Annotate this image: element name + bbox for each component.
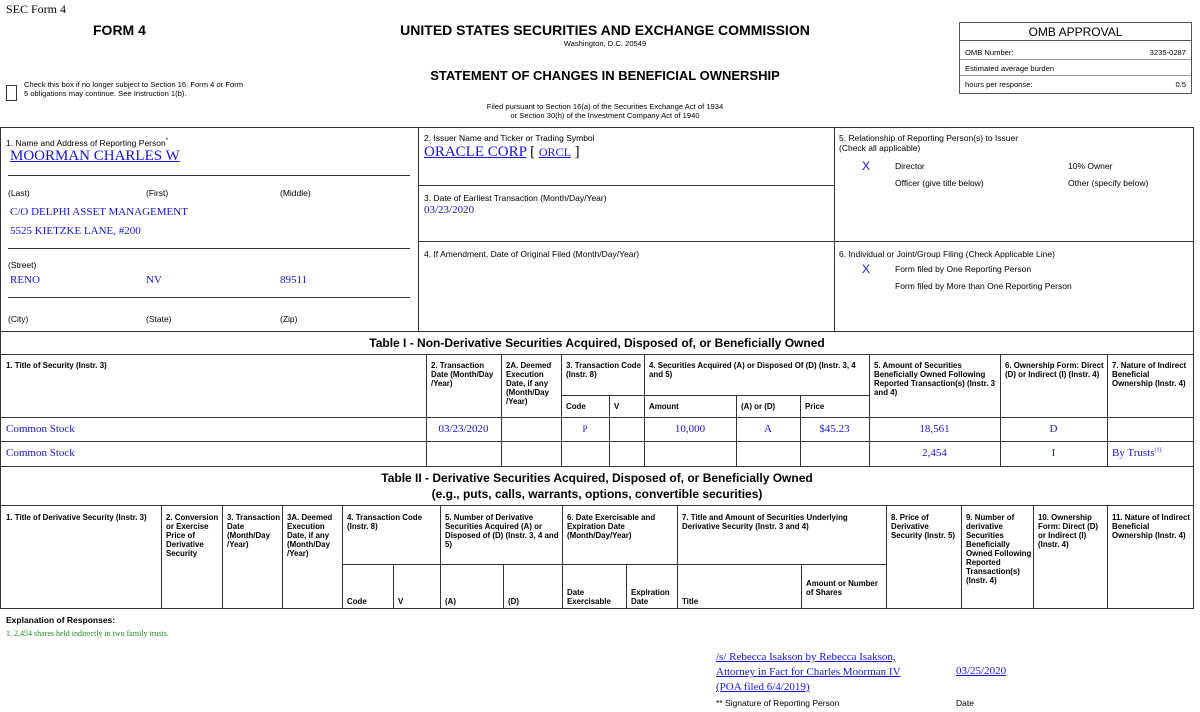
city-label: (City) [8, 314, 29, 324]
box6-label: 6. Individual or Joint/Group Filing (Check Applicable Line) [839, 249, 1055, 259]
t2-col10-header: 10. Ownership Form: Direct (D) or Indirect (I) (Instr. 4) [1038, 513, 1099, 549]
other-label: Other (specify below) [1068, 178, 1149, 188]
filed-pursuant-line1: Filed pursuant to Section 16(a) of the Securities Exchange Act of 1934 [486, 102, 724, 111]
t1-v-header: V [614, 402, 620, 411]
one-person-label: Form filed by One Reporting Person [895, 264, 1032, 274]
t1-aord-header: (A) or (D) [741, 402, 776, 411]
omb-number-label: OMB Number: [965, 48, 1014, 57]
table2-subtitle: (e.g., puts, calls, warrants, options, convertible securities) [431, 487, 763, 501]
table2-title: Table II - Derivative Securities Acquired, Disposed of, or Beneficially Owned [381, 471, 813, 485]
footnote-ref: (1) [1154, 447, 1162, 454]
t2-col6-header: 6. Date Exercisable and Expiration Date (Month/Day/Year) [567, 513, 656, 540]
t1-row2-form: I [1051, 447, 1056, 459]
t2-col3a-header: 3A. Deemed Execution Date, if any (Month/Day /Year) [287, 513, 333, 558]
box2-label: 2. Issuer Name and Ticker or Trading Symbol [424, 133, 595, 143]
t1-row1-owned: 18,561 [919, 423, 950, 435]
signature-block [716, 650, 901, 695]
t2-date-exercisable-header: Date Exercisable [567, 588, 611, 606]
address-line2: 5525 KIETZKE LANE, #200 [10, 225, 141, 237]
section16-checkbox-label: Check this box if no longer subject to Section 16. Form 4 or Form 5 obligations may continue. See Instruction 1(b). [24, 80, 244, 98]
t1-row1-form: D [1049, 423, 1058, 435]
sec-form-label: SEC Form 4 [6, 2, 67, 16]
state-label: (State) [146, 314, 172, 324]
omb-hours-value: 0.5 [1175, 80, 1186, 89]
date-label: Date [956, 698, 974, 708]
t1-code-header: Code [566, 402, 586, 411]
one-person-check-mark: X [862, 262, 871, 276]
omb-burden-label: Estimated average burden [965, 64, 1055, 73]
last-label: (Last) [8, 188, 30, 198]
signature-line3: (POA filed 6/4/2019) [716, 681, 810, 693]
city-value: RENO [10, 274, 40, 286]
box4-label: 4. If Amendment, Date of Original Filed (Month/Day/Year) [424, 249, 640, 259]
t1-row1-amount: 10,000 [674, 423, 706, 435]
t1-price-header: Price [805, 402, 825, 411]
address-line1: C/O DELPHI ASSET MANAGEMENT [10, 206, 188, 218]
state-value: NV [146, 274, 162, 286]
filed-pursuant-line2: or Section 30(h) of the Investment Company Act of 1940 [510, 111, 700, 120]
t1-col4-header: 4. Securities Acquired (A) or Disposed Of (D) (Instr. 3, 4 and 5) [649, 361, 856, 379]
t1-col6-header: 6. Ownership Form: Direct (D) or Indirect (I) (Instr. 4) [1005, 361, 1104, 379]
t2-col9-header: 9. Number of derivative Securities Beneficially Owned Following Reported Transaction(s) (Instr. 4) [966, 513, 1032, 585]
multiple-persons-label: Form filed by More than One Reporting Person [895, 281, 1072, 291]
omb-number-value: 3235-0287 [1149, 48, 1186, 57]
first-label: (First) [146, 188, 169, 198]
issuer-line: ORACLE CORP [ ORCL ] [424, 144, 580, 160]
t2-col2-header: 2. Conversion or Exercise Price of Derivative Security [166, 513, 219, 558]
t1-row1-code: P [582, 424, 588, 434]
t1-row2-nature: By Trusts$^{(1)}$ [1112, 447, 1162, 459]
t1-row2-owned: 2,454 [922, 447, 947, 459]
agency-city: Washington, D.C. 20549 [563, 39, 647, 48]
t1-row2-title: Common Stock [6, 447, 75, 459]
explanation-heading: Explanation of Responses: [6, 615, 116, 625]
omb-hours-label: hours per response: [965, 80, 1033, 89]
t1-row1-date: 03/23/2020 [438, 423, 489, 435]
t2-d-header: (D) [508, 597, 519, 606]
ticker-link[interactable]: ORCL [538, 145, 571, 159]
t2-col5-header: 5. Number of Derivative Securities Acquired (A) or Disposed of (D) (Instr. 3, 4 and 5) [445, 513, 559, 549]
t2-code-header: Code [347, 597, 367, 606]
t1-col1-header: 1. Title of Security (Instr. 3) [6, 361, 107, 370]
t2-expiration-date-header: Expiration Date [631, 588, 670, 606]
t2-title-header: Title [682, 597, 699, 606]
signature-date: 03/25/2020 [956, 665, 1007, 677]
t1-row1-ad: A [764, 423, 772, 435]
t2-a-header: (A) [445, 597, 456, 606]
omb-approval-box [959, 22, 1192, 94]
zip-label: (Zip) [280, 314, 298, 324]
box3-label: 3. Date of Earliest Transaction (Month/Day/Year) [424, 193, 607, 203]
zip-value: 89511 [280, 274, 308, 286]
t1-col7-header: 7. Nature of Indirect Beneficial Ownership (Instr. 4) [1112, 361, 1187, 388]
street-label: (Street) [8, 260, 37, 270]
t1-col3-header: 3. Transaction Code (Instr. 8) [566, 361, 641, 379]
ten-percent-owner-label: 10% Owner [1068, 161, 1113, 171]
t2-col7-header: 7. Title and Amount of Securities Underlying Derivative Security (Instr. 3 and 4) [682, 513, 848, 531]
t2-col8-header: 8. Price of Derivative Security (Instr. 5) [891, 513, 956, 540]
director-label: Director [895, 161, 925, 171]
table1-title: Table I - Non-Derivative Securities Acquired, Disposed of, or Beneficially Owned [369, 336, 825, 350]
t2-v-header: V [398, 597, 404, 606]
section16-checkbox[interactable] [6, 85, 17, 101]
t2-col4-header: 4. Transaction Code (Instr. 8) [347, 513, 422, 531]
middle-label: (Middle) [280, 188, 311, 198]
signature-line2: Attorney in Fact for Charles Moorman IV [716, 666, 901, 678]
form-title: FORM 4 [93, 22, 146, 38]
issuer-name-link[interactable]: ORACLE CORP [424, 144, 527, 160]
signature-label: ** Signature of Reporting Person [716, 698, 840, 708]
box1-label: 1. Name and Address of Reporting Person* [6, 137, 169, 148]
footnote-1: 1. 2,454 shares held indirectly in two family trusts. [6, 629, 169, 638]
director-check-mark: X [862, 159, 871, 173]
agency-name: UNITED STATES SECURITIES AND EXCHANGE COMMISSION [400, 22, 810, 38]
statement-title: STATEMENT OF CHANGES IN BENEFICIAL OWNERSHIP [430, 68, 780, 83]
t1-col5-header: 5. Amount of Securities Beneficially Owned Following Reported Transaction(s) (Instr. 3 and 4) [874, 361, 996, 397]
box5-sublabel: (Check all applicable) [839, 143, 921, 153]
officer-label: Officer (give title below) [895, 178, 984, 188]
signature-line1: /s/ Rebecca Isakson by Rebecca Isakson, [716, 651, 896, 663]
t1-row1-title: Common Stock [6, 423, 75, 435]
t2-col11-header: 11. Nature of Indirect Beneficial Ownership (Instr. 4) [1112, 513, 1191, 540]
t1-col2a-header: 2A. Deemed Execution Date, if any (Month/Day /Year) [506, 361, 552, 406]
t2-amount-shares-header: Amount or Number of Shares [806, 579, 878, 597]
t1-amount-header: Amount [649, 402, 679, 411]
omb-approval-title: OMB APPROVAL [960, 23, 1191, 41]
t2-col1-header: 1. Title of Derivative Security (Instr. 3) [6, 513, 147, 522]
t1-col2-header: 2. Transaction Date (Month/Day /Year) [431, 361, 494, 388]
t2-col3-header: 3. Transaction Date (Month/Day /Year) [227, 513, 281, 549]
box5-label: 5. Relationship of Reporting Person(s) to Issuer [839, 133, 1019, 143]
earliest-transaction-date: 03/23/2020 [424, 204, 475, 216]
reporting-person-name-link[interactable]: MOORMAN CHARLES W [10, 148, 180, 164]
t1-row1-price: $45.23 [819, 423, 850, 435]
